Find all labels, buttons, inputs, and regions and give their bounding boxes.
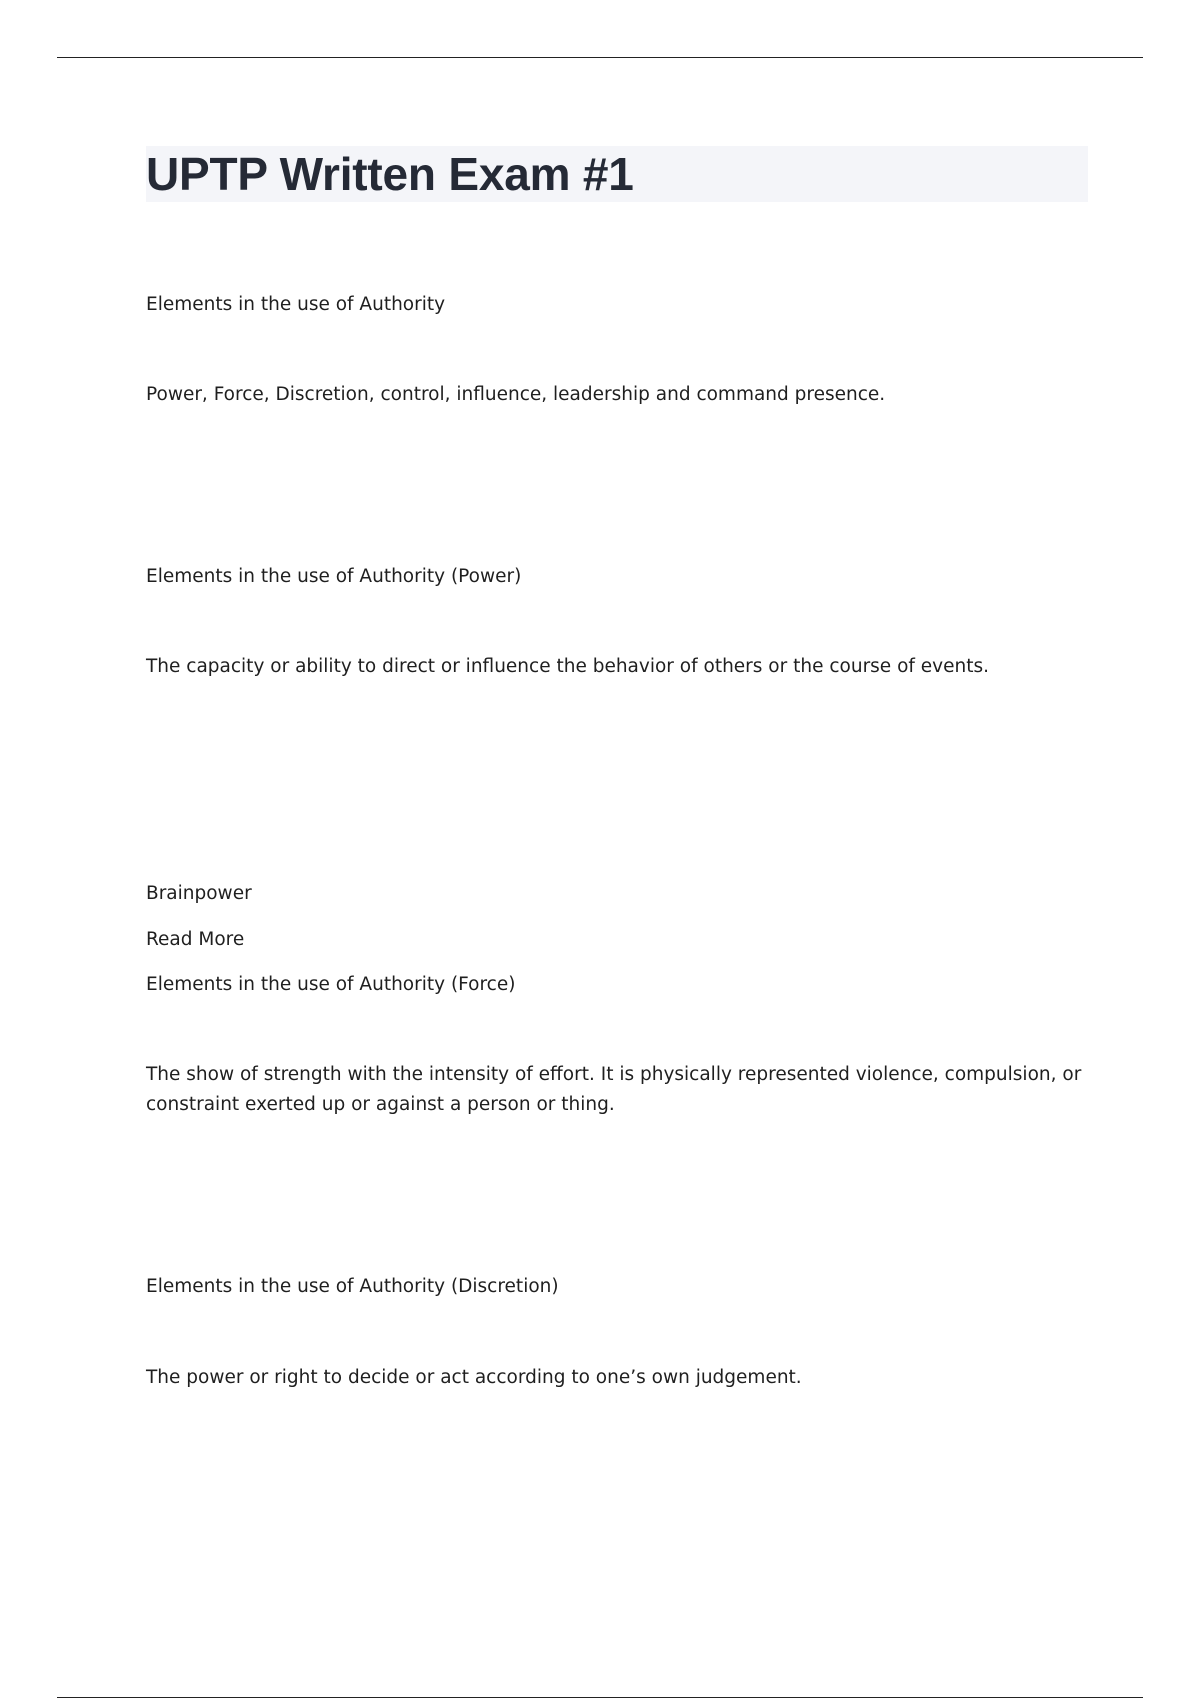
document-title: UPTP Written Exam #1	[146, 148, 634, 200]
read-more-link[interactable]: Read More	[146, 929, 245, 950]
question-text: Elements in the use of Authority	[146, 294, 446, 315]
answer-text: Power, Force, Discretion, control, influence, leadership and command presence.	[146, 384, 886, 405]
bottom-rule	[57, 1697, 1143, 1698]
document-body	[146, 146, 1088, 1388]
answer-text: The show of strength with the intensity of effort. It is physically represented violence, compulsion, or constraint exerted up or against a person or thing.	[146, 1064, 1082, 1115]
top-rule	[57, 57, 1143, 58]
answer-text: The capacity or ability to direct or influence the behavior of others or the course of events.	[146, 656, 989, 677]
brainpower-label: Brainpower	[146, 883, 252, 904]
question-text: Elements in the use of Authority (Power)	[146, 566, 522, 587]
question-text: Elements in the use of Authority (Discretion)	[146, 1276, 559, 1297]
question-text: Elements in the use of Authority (Force)	[146, 974, 516, 995]
answer-text: The power or right to decide or act according to one’s own judgement.	[146, 1367, 802, 1388]
title-band	[146, 146, 1088, 202]
